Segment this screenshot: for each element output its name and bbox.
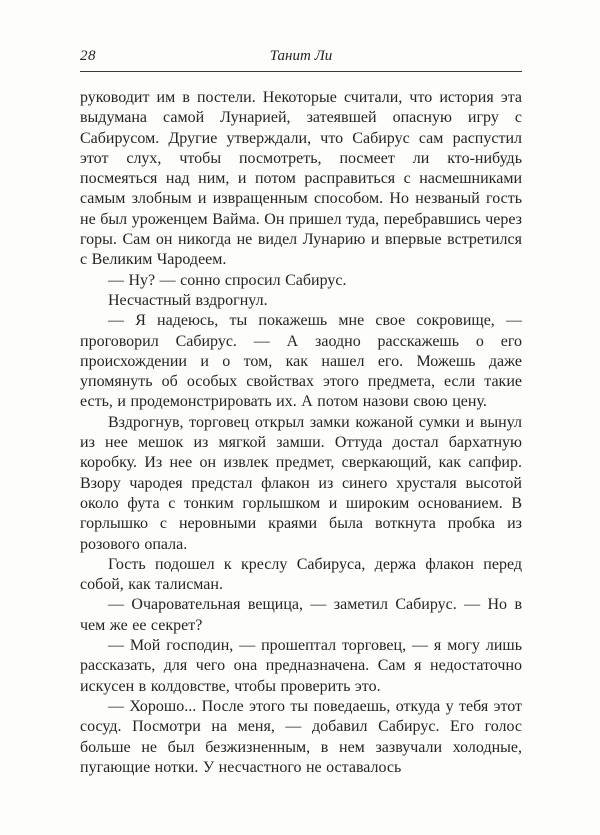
paragraph: — Я надеюсь, ты покажешь мне свое сокровище, — проговорил Сабирус. — А заодно расскажешь о его происхождении и о том, как нашел его. Можешь даже упомянуть об особых свойствах этого предмета, если такие есть, и продемонстрировать их. А потом назови свою цену.	[80, 312, 522, 411]
paragraph: — Мой господин, — прошептал торговец, — я могу лишь рассказать, для чего она предназначена. Сам я недостаточно искусен в колдовстве, чтобы проверить это.	[80, 637, 522, 695]
header-rule	[80, 71, 522, 72]
page-number: 28	[80, 48, 96, 64]
paragraph: руководит им в постели. Некоторые считали, что история эта выдумана самой Лунарией, затеявшей опасную игру с Сабирусом. Другие утверждали, что Сабирус сам распустил этот слух, чтобы посмотреть, посмеет ли кто-нибудь посмеяться над ним, и потом расправиться с насмешниками самым злобным и извращенным способом. Но незваный гость не был уроженцем Вайма. Он пришел туда, перебравшись через горы. Сам он никогда не видел Лунарию и впервые встретился с Великим Чародеем.	[80, 89, 522, 269]
running-title: Танит Ли	[269, 48, 333, 64]
paragraph: Вздрогнув, торговец открыл замки кожаной сумки и вынул из нее мешок из мягкой замши. Оттуда достал бархатную коробку. Из нее он извлек предмет, сверкающий, как сапфир. Взору чародея предстал флакон из синего хрусталя высотой около фута с тонким горлышком и широким основанием. В горлышко с неровными краями была воткнута пробка из розового опала.	[80, 413, 522, 553]
paragraph: Гость подошел к креслу Сабируса, держа флакон перед собой, как талисман.	[80, 555, 522, 594]
page-body	[80, 88, 522, 778]
paragraph: — Очаровательная вещица, — заметил Сабирус. — Но в чем же ее секрет?	[80, 596, 522, 634]
page-header	[80, 46, 522, 66]
paragraph: — Хорошо... После этого ты поведаешь, откуда у тебя этот сосуд. Посмотри на меня, — добавил Сабирус. Его голос больше не был безжизненным, в нем зазвучали холодные, пугающие нотки. У несчастного не оставалось	[80, 697, 522, 776]
paragraph: — Ну? — сонно спросил Сабирус.	[108, 271, 347, 289]
paragraph: Несчастный вздрогнул.	[108, 291, 268, 309]
